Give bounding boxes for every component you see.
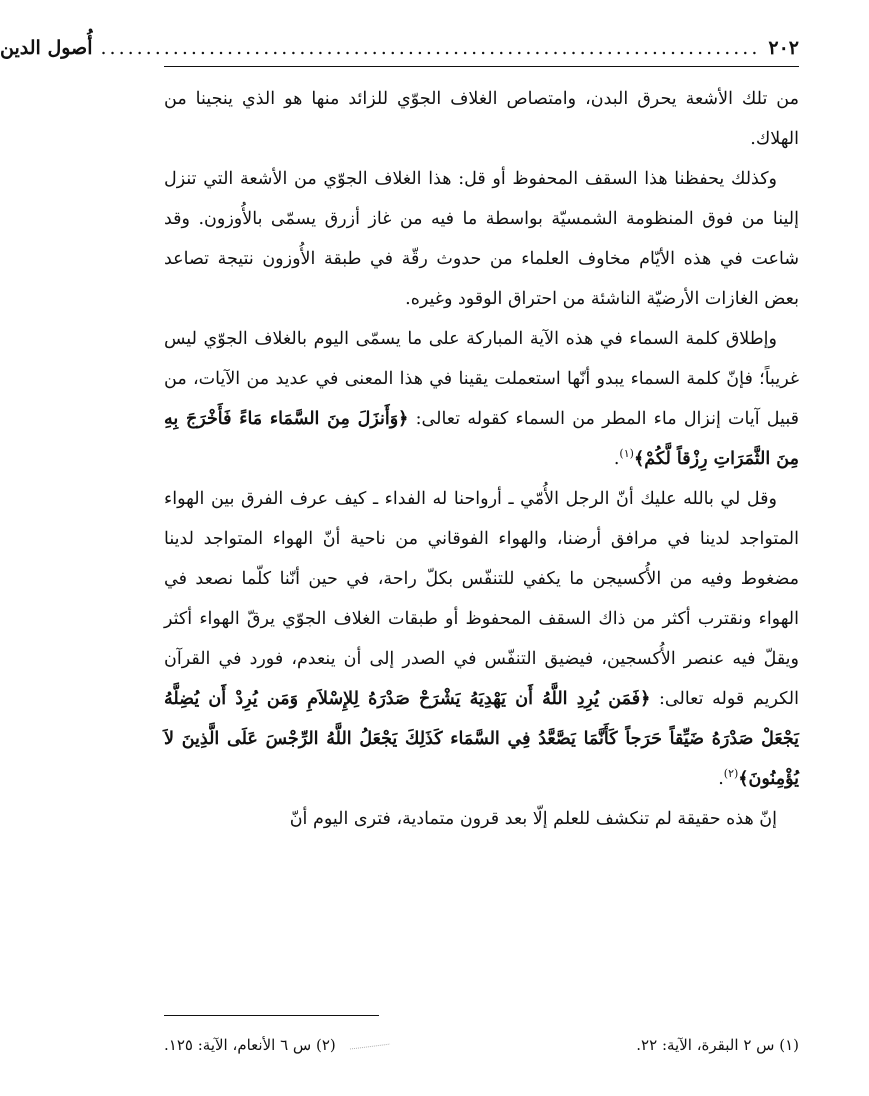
footnote-ref-2[interactable]: (٢): [723, 767, 739, 781]
paragraph-4-text: وقل لي بالله عليك أنّ الرجل الأُمّي ـ أرواحنا له الفداء ـ كيف عرف الفرق بين الهواء المتواجد لدينا في مرافق أرضنا، والهواء الفوقاني من ناحية أنّ الهواء المتواجد لدينا مضغوط وفيه من الأُكسيجن ما يكفي للتنفّس بكلّ راحة، في حين أنّنا كلّما نصعد في الهواء ونقترب أكثر من ذاك السقف المحفوظ أو طبقات الغلاف الجوّي يرقّ الهواء أكثر ويقلّ فيه عنصر الأُكسجين، فيضيق التنفّس في الصدر إلى أن ينعدم، فورد في القرآن الكريم قوله تعالى:: [164, 489, 799, 709]
book-title: أُصول الدين: [0, 37, 93, 59]
footnote-ref-1[interactable]: (١): [619, 447, 634, 461]
paragraph-2: وكذلك يحفظنا هذا السقف المحفوظ أو قل: هذا الغلاف الجوّي من الأشعة التي تنزل إلينا من فوق المنظومة الشمسيّة بواسطة ما فيه من غاز أزرق يسمّى بالأُوزون. وقد شاعت في هذه الأيّام مخاوف العلماء من حدوث رقّة في طبقة الأُوزون نتيجة تصاعد بعض الغازات الأرضيّة الناشئة من احتراق الوقود وغيره.: [164, 169, 799, 309]
paragraph-5: إنّ هذه حقيقة لم تنكشف للعلم إلّا بعد قرون متمادية، فترى اليوم أنّ: [289, 809, 777, 829]
page-number: ٢٠٢: [768, 37, 799, 59]
paragraph-3-text: وإطلاق كلمة السماء في هذه الآية المباركة على ما يسمّى اليوم بالغلاف الجوّي ليس غريباً؛ فإنّ كلمة السماء يبدو أنّها استعملت يقينا في هذا المعنى في عديد من الآيات، من قبيل آيات إنزال ماء المطر من السماء كقوله تعالى:: [164, 329, 799, 429]
paragraph-4: وقل لي بالله عليك أنّ الرجل الأُمّي ـ أرواحنا له الفداء ـ كيف عرف الفرق بين الهواء المتواجد لدينا في مرافق أرضنا، والهواء الفوقاني من ناحية أنّ الهواء المتواجد لدينا مضغوط وفيه من الأُكسيجن ما يكفي للتنفّس بكلّ راحة، في حين أنّنا كلّما نصعد في الهواء ونقترب أكثر من ذاك السقف المحفوظ أو طبقات الغلاف الجوّي يرقّ الهواء أكثر ويقلّ فيه عنصر الأُكسجين، فيضيق التنفّس في الصدر إلى أن ينعدم، فورد في القرآن الكريم قوله تعالى: ﴿فَمَن يُرِدِ اللَّهُ أَن يَهْدِيَهُ يَشْرَحْ صَدْرَهُ لِلإِسْلاَمِ وَمَن يُرِدْ أَن يُضِلَّهُ يَجْعَلْ صَدْرَهُ ضَيِّقاً حَرَجاً كَأَنَّمَا يَصَّعَّدُ فِي السَّمَاء كَذَلِكَ يَجْعَلُ اللَّهُ الرِّجْسَ عَلَى الَّذِينَ لاَ يُؤْمِنُونَ﴾$^{(٢)}$.: [164, 489, 799, 789]
paragraph-1: من تلك الأشعة يحرق البدن، وامتصاص الغلاف الجوّي للزائد منها هو الذي ينجينا من الهلاك.: [164, 89, 799, 149]
scan-smudge-mark: [349, 1043, 391, 1051]
footnote-1: (١) س ٢ البقرة، الآية: ٢٢.: [636, 1036, 799, 1054]
header-leader-dots: .........................................................................: [100, 37, 761, 59]
page-body: [164, 79, 799, 839]
quran-verse-1: ﴿وَأَنزَلَ مِنَ السَّمَاء مَاءً فَأَخْرَجَ بِهِ مِنَ الثَّمَرَاتِ رِزْقاً لَّكُمْ﴾: [164, 409, 799, 469]
footnotes: [164, 1036, 799, 1054]
footnote-2: (٢) س ٦ الأنعام، الآية: ١٢٥.: [164, 1036, 336, 1054]
running-header: [0, 30, 799, 67]
book-page: [0, 30, 799, 1066]
footnote-separator: [164, 1015, 379, 1016]
quran-verse-2: ﴿فَمَن يُرِدِ اللَّهُ أَن يَهْدِيَهُ يَشْرَحْ صَدْرَهُ لِلإِسْلاَمِ وَمَن يُرِدْ أَن يُضِلَّهُ يَجْعَلْ صَدْرَهُ ضَيِّقاً حَرَجاً كَأَنَّمَا يَصَّعَّدُ فِي السَّمَاء كَذَلِكَ يَجْعَلُ اللَّهُ الرِّجْسَ عَلَى الَّذِينَ لاَ يُؤْمِنُونَ﴾: [164, 689, 799, 789]
paragraph-3: وإطلاق كلمة السماء في هذه الآية المباركة على ما يسمّى اليوم بالغلاف الجوّي ليس غريباً؛ فإنّ كلمة السماء يبدو أنّها استعملت يقينا في هذا المعنى في عديد من الآيات، من قبيل آيات إنزال ماء المطر من السماء كقوله تعالى: ﴿وَأَنزَلَ مِنَ السَّمَاء مَاءً فَأَخْرَجَ بِهِ مِنَ الثَّمَرَاتِ رِزْقاً لَّكُمْ﴾$^{(١)}$.: [164, 329, 799, 469]
